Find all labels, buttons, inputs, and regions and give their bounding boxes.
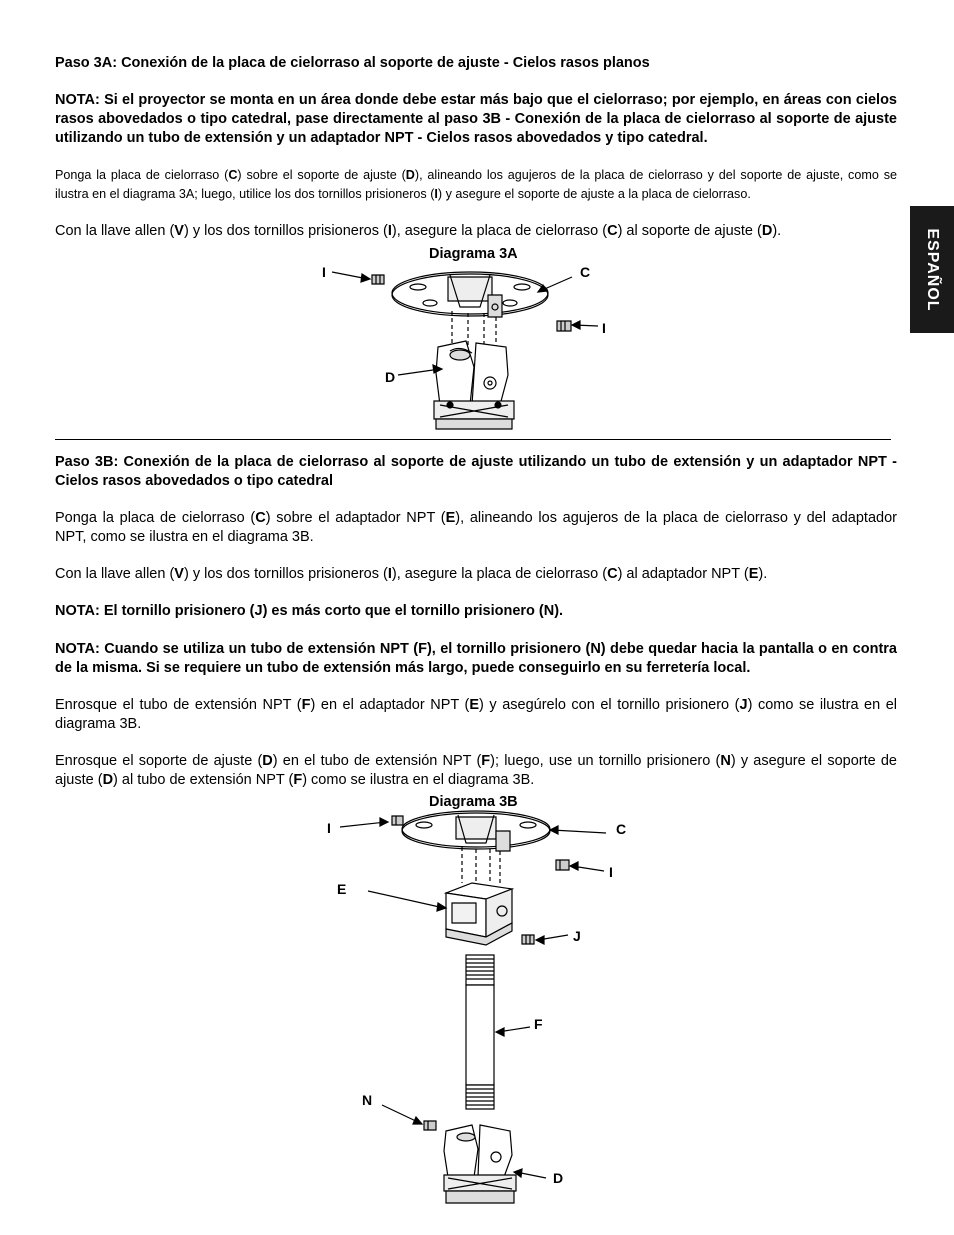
diagram-3b-label-j: J bbox=[573, 928, 581, 944]
step-3b-paragraph-1: Ponga la placa de cielorraso (C) sobre el adaptador NPT (E), alineando los agujeros de la placa de cielorraso y del adaptador NPT, como se ilustra en el diagrama 3B. bbox=[55, 510, 897, 545]
step-3b-paragraph-2: Con la llave allen (V) y los dos tornillos prisioneros (I), asegure la placa de cielorraso (C) al adaptador NPT (E). bbox=[55, 566, 768, 582]
diagram-3a-title: Diagrama 3A bbox=[429, 246, 518, 262]
diagram-3a-label-i-right: I bbox=[602, 320, 606, 336]
language-tab-label: ESPAÑOL bbox=[924, 227, 941, 312]
adjustment-bracket-d bbox=[444, 1125, 516, 1203]
diagram-3b-label-n: N bbox=[362, 1092, 373, 1108]
diagram-3b-label-i-left: I bbox=[327, 820, 331, 836]
diagram-3b-label-i-right: I bbox=[609, 864, 613, 880]
step-3a-note: NOTA: Si el proyector se monta en un área donde debe estar más bajo que el cielorraso; por ejemplo, en áreas con cielos rasos abovedados o tipo catedral, pase directamente al paso 3B - Conexión de la placa de cielorraso al soporte de ajuste utilizando un tubo de extensión y un adaptador NPT - Cielos rasos abovedados y tipo catedral. bbox=[55, 92, 897, 146]
language-tab bbox=[910, 206, 954, 333]
diagram-3b-illustration bbox=[300, 805, 630, 1215]
screw-i-left bbox=[372, 275, 384, 284]
diagram-3b-label-c: C bbox=[616, 821, 627, 837]
ceiling-plate-c bbox=[392, 272, 548, 317]
section-divider bbox=[55, 439, 891, 440]
screw-n bbox=[424, 1121, 436, 1130]
diagram-3b-label-d: D bbox=[553, 1170, 564, 1186]
diagram-3a-label-i-left: I bbox=[322, 264, 326, 280]
step-3a-heading: Paso 3A: Conexión de la placa de cielorraso al soporte de ajuste - Cielos rasos planos bbox=[55, 55, 650, 71]
screw-i-right bbox=[556, 860, 569, 870]
adjustment-bracket-d bbox=[434, 341, 514, 429]
extension-pipe-f bbox=[466, 955, 494, 1109]
diagram-3a-label-c: C bbox=[580, 264, 591, 280]
step-3b-paragraph-3: Enrosque el tubo de extensión NPT (F) en el adaptador NPT (E) y asegúrelo con el tornillo prisionero (J) como se ilustra en el diagrama 3B. bbox=[55, 697, 898, 732]
diagram-3b-title: Diagrama 3B bbox=[429, 794, 518, 810]
diagram-3b-label-e: E bbox=[337, 881, 347, 897]
diagram-3b-label-f: F bbox=[534, 1016, 543, 1032]
step-3a-paragraph-2: Con la llave allen (V) y los dos tornillos prisioneros (I), asegure la placa de cielorraso (C) al soporte de ajuste (D). bbox=[55, 223, 782, 239]
step-3b-note-2: NOTA: Cuando se utiliza un tubo de extensión NPT (F), el tornillo prisionero (N) debe quedar hacia la pantalla o en contra de la misma. Si se requiere un tubo de extensión más largo, puede conseguirlo en su ferretería local. bbox=[55, 641, 897, 676]
step-3b-note-1: NOTA: El tornillo prisionero (J) es más corto que el tornillo prisionero (N). bbox=[55, 603, 564, 619]
step-3b-paragraph-4: Enrosque el soporte de ajuste (D) en el tubo de extensión NPT (F); luego, use un tornillo prisionero (N) y asegure el soporte de ajuste (D) al tubo de extensión NPT (F) como se ilustra en el diagrama 3B. bbox=[55, 753, 897, 788]
diagram-3a-illustration bbox=[300, 255, 630, 435]
screw-j bbox=[522, 935, 534, 944]
ceiling-plate-c bbox=[402, 811, 550, 851]
diagram-3a-label-d: D bbox=[385, 369, 396, 385]
screw-i-right bbox=[557, 321, 571, 331]
step-3b-heading: Paso 3B: Conexión de la placa de cielorraso al soporte de ajuste utilizando un tubo de extensión y un adaptador NPT - Cielos rasos abovedados o tipo catedral bbox=[55, 454, 897, 489]
npt-adapter-e bbox=[446, 883, 512, 945]
step-3a-paragraph-1: Ponga la placa de cielorraso (C) sobre el soporte de ajuste (D), alineando los agujeros de la placa de cielorraso y del soporte de ajuste, como se ilustra en el diagrama 3A; luego, utilice los dos tornillos prisioneros (I) y asegure el soporte de ajuste a la placa de cielorraso. bbox=[55, 168, 897, 201]
screw-i-left bbox=[392, 816, 403, 825]
